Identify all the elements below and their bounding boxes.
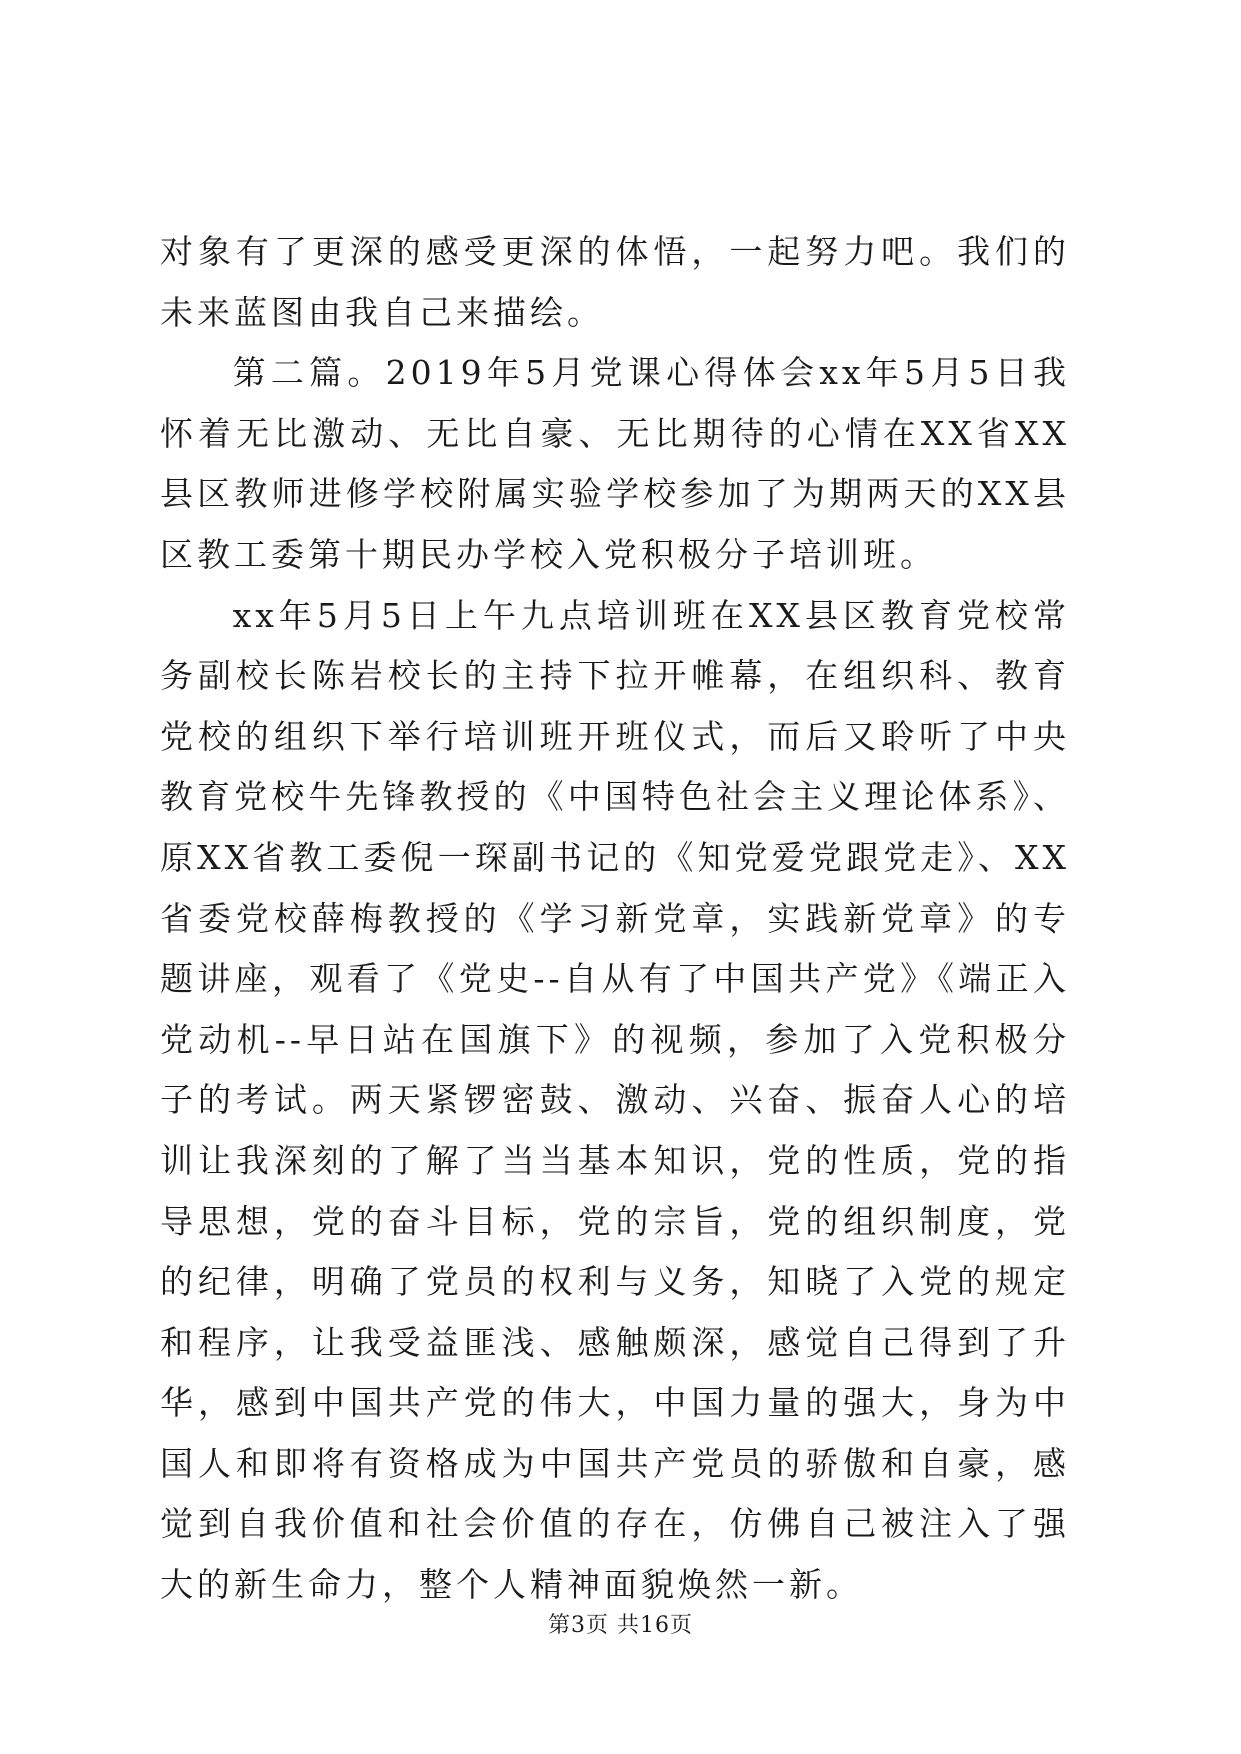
page-number-footer: 第3页 共16页 (548, 1613, 693, 1638)
document-body (160, 222, 1070, 1616)
paragraph-training-summary: xx年5月5日上午九点培训班在XX县区教育党校常务副校长陈岩校长的主持下拉开帷幕，在组织科、教育党校的组织下举行培训班开班仪式，而后又聆听了中央教育党校牛先锋教授的《中国特色社会主义理论体系》、原XX省教工委倪一琛副书记的《知党爱党跟党走》、XX省委党校薛梅教授的《学习新党章，实践新党章》的专题讲座，观看了《党史--自从有了中国共产党》《端正入党动机--早日站在国旗下》的视频，参加了入党积极分子的考试。两天紧锣密鼓、激动、兴奋、振奋人心的培训让我深刻的了解了当当基本知识，党的性质，党的指导思想，党的奋斗目标，党的宗旨，党的组织制度，党的纪律，明确了党员的权利与义务，知晓了入党的规定和程序，让我受益匪浅、感触颇深，感觉自己得到了升华，感到中国共产党的伟大，中国力量的强大，身为中国人和即将有资格成为中国共产党员的骄傲和自豪，感觉到自我价值和社会价值的存在，仿佛自己被注入了强大的新生命力，整个人精神面貌焕然一新。 (160, 595, 1070, 1605)
paragraph-continued: 对象有了更深的感受更深的体悟，一起努力吧。我们的未来蓝图由我自己来描绘。 (160, 232, 1070, 332)
paragraph-second-article: 第二篇。2019年5月党课心得体会xx年5月5日我怀着无比激动、无比自豪、无比期待的心情在XX省XX县区教师进修学校附属实验学校参加了为期两天的XX县区教工委第十期民办学校入党积极分子培训班。 (160, 353, 1070, 574)
